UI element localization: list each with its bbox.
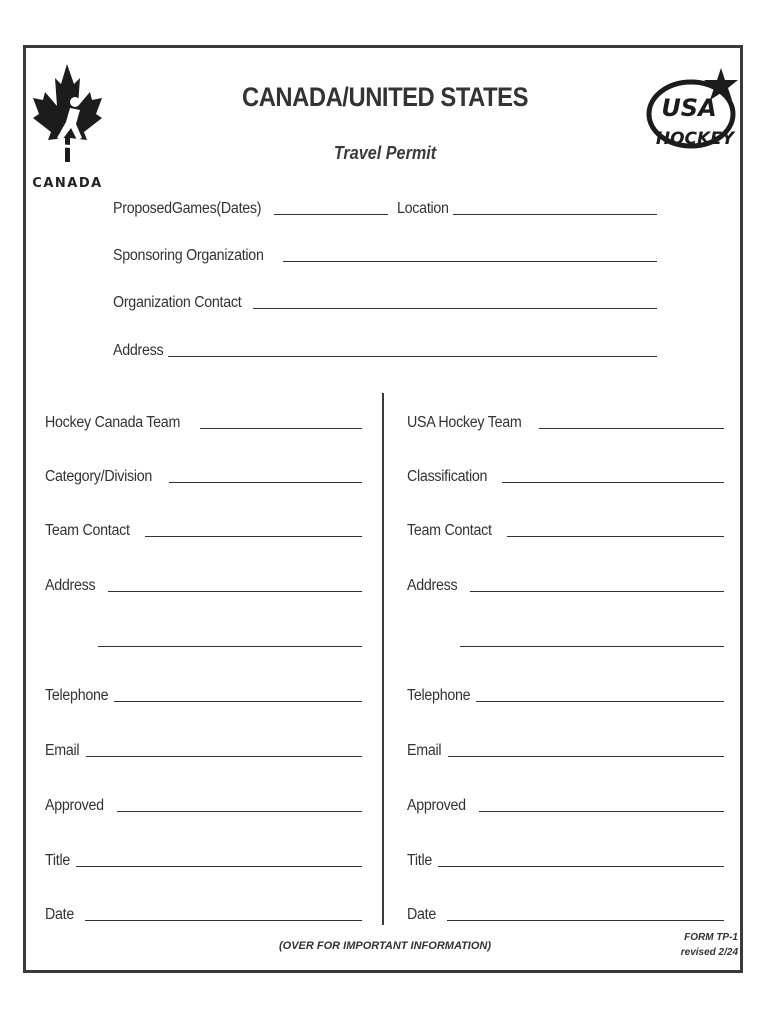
right-date-field[interactable] [407, 900, 724, 924]
left-date-field[interactable] [45, 900, 362, 924]
location-field[interactable] [397, 194, 657, 218]
right-address-field[interactable] [407, 571, 724, 595]
sponsoring-org-field[interactable] [113, 241, 657, 265]
left-team-contact-label: Team Contact [45, 522, 130, 539]
usa-hockey-team-input[interactable] [539, 428, 724, 429]
classification-field[interactable] [407, 462, 724, 486]
right-telephone-input[interactable] [476, 701, 724, 702]
left-telephone-label: Telephone [45, 687, 109, 704]
sponsoring-org-input[interactable] [283, 261, 657, 262]
right-team-contact-label: Team Contact [407, 522, 492, 539]
page-title: CANADA/UNITED STATES [242, 82, 529, 112]
left-telephone-input[interactable] [114, 701, 362, 702]
right-address-label: Address [407, 577, 458, 594]
hockey-canada-team-input[interactable] [200, 428, 362, 429]
left-address-label: Address [45, 577, 96, 594]
proposed-games-field[interactable] [113, 194, 388, 218]
right-email-field[interactable] [407, 736, 724, 760]
left-team-contact-input[interactable] [145, 536, 362, 537]
right-telephone-label: Telephone [407, 687, 471, 704]
category-division-label: Category/Division [45, 468, 153, 485]
left-email-field[interactable] [45, 736, 362, 760]
right-address-input-2[interactable] [460, 646, 724, 647]
canada-logo-text: CANADA [32, 176, 103, 191]
left-email-input[interactable] [86, 756, 362, 757]
left-address-input[interactable] [108, 591, 362, 592]
classification-label: Classification [407, 468, 488, 485]
address-input[interactable] [168, 356, 657, 357]
footer-note: (OVER FOR IMPORTANT INFORMATION) [278, 940, 492, 952]
right-email-input[interactable] [448, 756, 724, 757]
right-address-input[interactable] [470, 591, 724, 592]
right-title-label: Title [407, 852, 433, 869]
left-address-input-2[interactable] [98, 646, 362, 647]
proposed-games-input[interactable] [274, 214, 388, 215]
right-title-input[interactable] [438, 866, 724, 867]
right-address-line-2[interactable] [460, 626, 724, 650]
category-division-field[interactable] [45, 462, 362, 486]
usa-hockey-team-field[interactable] [407, 408, 724, 432]
left-title-label: Title [45, 852, 71, 869]
right-telephone-field[interactable] [407, 681, 724, 705]
left-title-input[interactable] [76, 866, 362, 867]
revised-date: revised 2/24 [680, 947, 738, 958]
right-team-contact-field[interactable] [407, 516, 724, 540]
hockey-logo-text: HOCKEY [655, 129, 735, 149]
right-team-contact-input[interactable] [507, 536, 724, 537]
left-approved-input[interactable] [117, 811, 362, 812]
left-email-label: Email [45, 742, 80, 759]
left-telephone-field[interactable] [45, 681, 362, 705]
right-approved-field[interactable] [407, 791, 724, 815]
right-approved-input[interactable] [479, 811, 724, 812]
column-divider [382, 393, 384, 925]
page-subtitle: Travel Permit [333, 143, 437, 163]
left-approved-label: Approved [45, 797, 104, 814]
hockey-canada-team-label: Hockey Canada Team [45, 414, 181, 431]
address-label: Address [113, 342, 164, 359]
left-date-label: Date [45, 906, 75, 923]
org-contact-input[interactable] [253, 308, 657, 309]
left-title-field[interactable] [45, 846, 362, 870]
category-division-input[interactable] [169, 482, 362, 483]
hockey-canada-team-field[interactable] [45, 408, 362, 432]
form-id [681, 930, 738, 960]
left-address-field[interactable] [45, 571, 362, 595]
location-input[interactable] [453, 214, 657, 215]
sponsoring-org-label: Sponsoring Organization [113, 247, 264, 264]
right-date-input[interactable] [447, 920, 724, 921]
org-contact-label: Organization Contact [113, 294, 242, 311]
form-number: FORM TP-1 [684, 932, 738, 943]
right-email-label: Email [407, 742, 442, 759]
address-field[interactable] [113, 336, 657, 360]
left-date-input[interactable] [85, 920, 362, 921]
right-approved-label: Approved [407, 797, 466, 814]
usa-logo-text: USA [661, 94, 717, 122]
classification-input[interactable] [502, 482, 724, 483]
right-date-label: Date [407, 906, 437, 923]
left-team-contact-field[interactable] [45, 516, 362, 540]
left-approved-field[interactable] [45, 791, 362, 815]
proposed-games-label: ProposedGames(Dates) [113, 200, 262, 217]
usa-hockey-team-label: USA Hockey Team [407, 414, 522, 431]
location-label: Location [397, 200, 449, 217]
org-contact-field[interactable] [113, 288, 657, 312]
left-address-line-2[interactable] [98, 626, 362, 650]
right-title-field[interactable] [407, 846, 724, 870]
